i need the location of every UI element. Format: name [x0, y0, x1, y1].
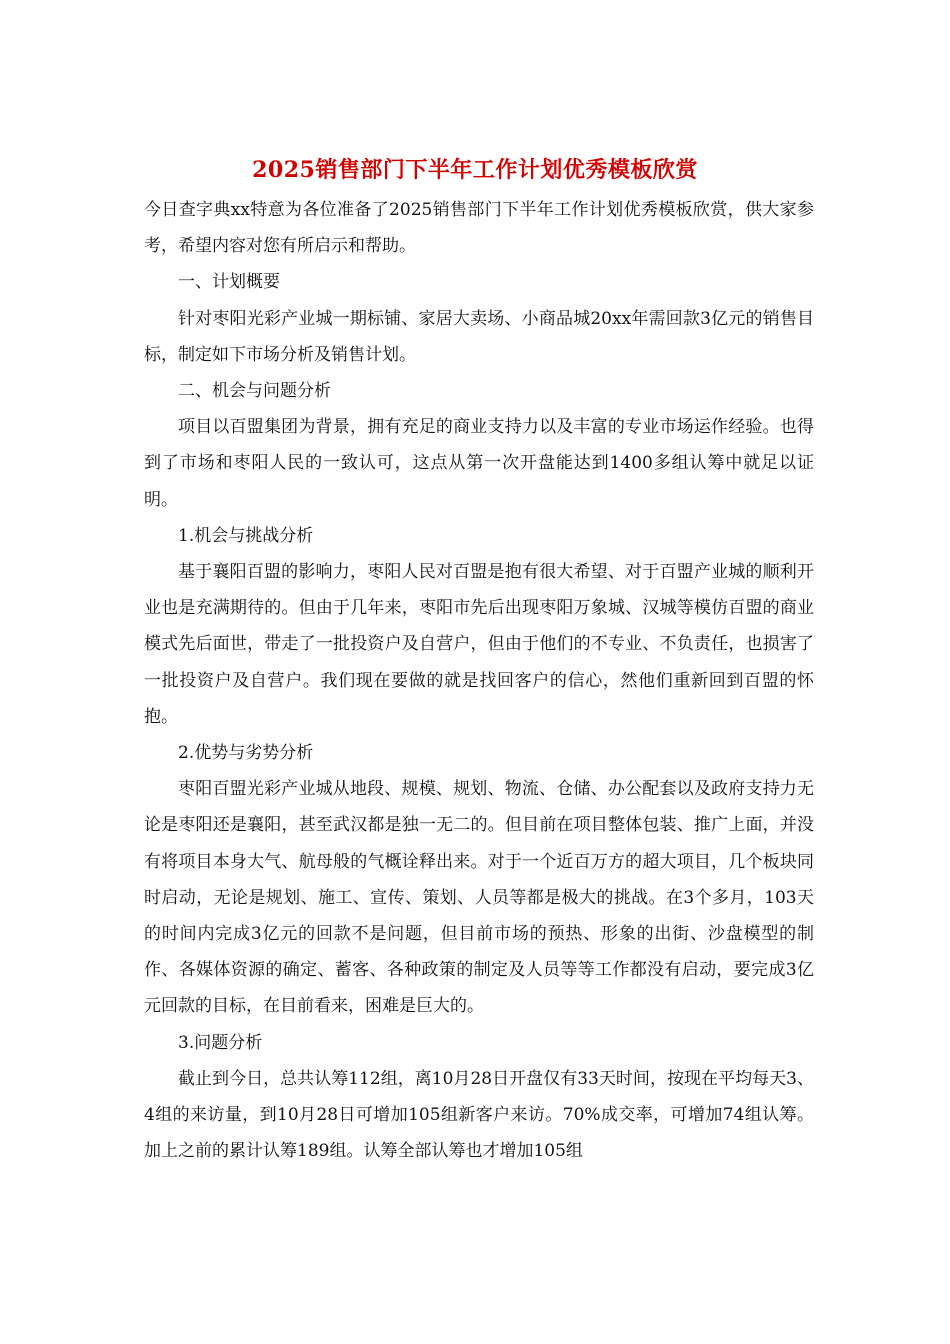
paragraph: 一、计划概要 — [178, 272, 280, 293]
paragraph: 1.机会与挑战分析 — [178, 525, 314, 546]
document-title: 2025销售部门下半年工作计划优秀模板欣赏 — [252, 157, 698, 183]
paragraph: 针对枣阳光彩产业城一期标铺、家居大卖场、小商品城20xx年需回款3亿元的销售目标，制定如下市场分析及销售计划。 — [144, 308, 814, 365]
paragraph: 枣阳百盟光彩产业城从地段、规模、规划、物流、仓储、办公配套以及政府支持力无论是枣阳还是襄阳，甚至武汉都是独一无二的。但目前在项目整体包装、推广上面，并没有将项目本身大气、航母般的气概诠释出来。对于一个近百万方的超大项目，几个板块同时启动，无论是规划、施工、宣传、策划、人员等都是极大的挑战。在3个多月，103天的时间内完成3亿元的回款不是问题，但目前市场的预热、形象的出街、沙盘模型的制作、各媒体资源的确定、蓄客、各种政策的制定及人员等等工作都没有启动，要完成3亿元回款的目标，在目前看来，困难是巨大的。 — [144, 779, 814, 1017]
paragraph: 2.优势与劣势分析 — [178, 743, 314, 764]
paragraph: 截止到今日，总共认筹112组，离10月28日开盘仅有33天时间，按现在平均每天3、4组的来访量，到10月28日可增加105组新客户来访。70%成交率，可增加74组认筹。加上之前的累计认筹189组。认筹全部认筹也才增加105组 — [144, 1068, 814, 1162]
document-body — [144, 192, 814, 1169]
paragraph: 二、机会与问题分析 — [178, 381, 331, 402]
paragraph: 项目以百盟集团为背景，拥有充足的商业支持力以及丰富的专业市场运作经验。也得到了市场和枣阳人民的一致认可，这点从第一次开盘能达到1400多组认筹中就足以证明。 — [144, 417, 814, 510]
paragraph: 基于襄阳百盟的影响力，枣阳人民对百盟是抱有很大希望、对于百盟产业城的顺利开业也是充满期待的。但由于几年来，枣阳市先后出现枣阳万象城、汉城等模仿百盟的商业模式先后面世，带走了一批投资户及自营户，但由于他们的不专业、不负责任，也损害了一批投资户及自营户。我们现在要做的就是找回客户的信心，然他们重新回到百盟的怀抱。 — [144, 562, 814, 727]
paragraph: 3.问题分析 — [178, 1032, 263, 1053]
paragraph: 今日查字典xx特意为各位准备了2025销售部门下半年工作计划优秀模板欣赏，供大家参考，希望内容对您有所启示和帮助。 — [144, 200, 814, 257]
